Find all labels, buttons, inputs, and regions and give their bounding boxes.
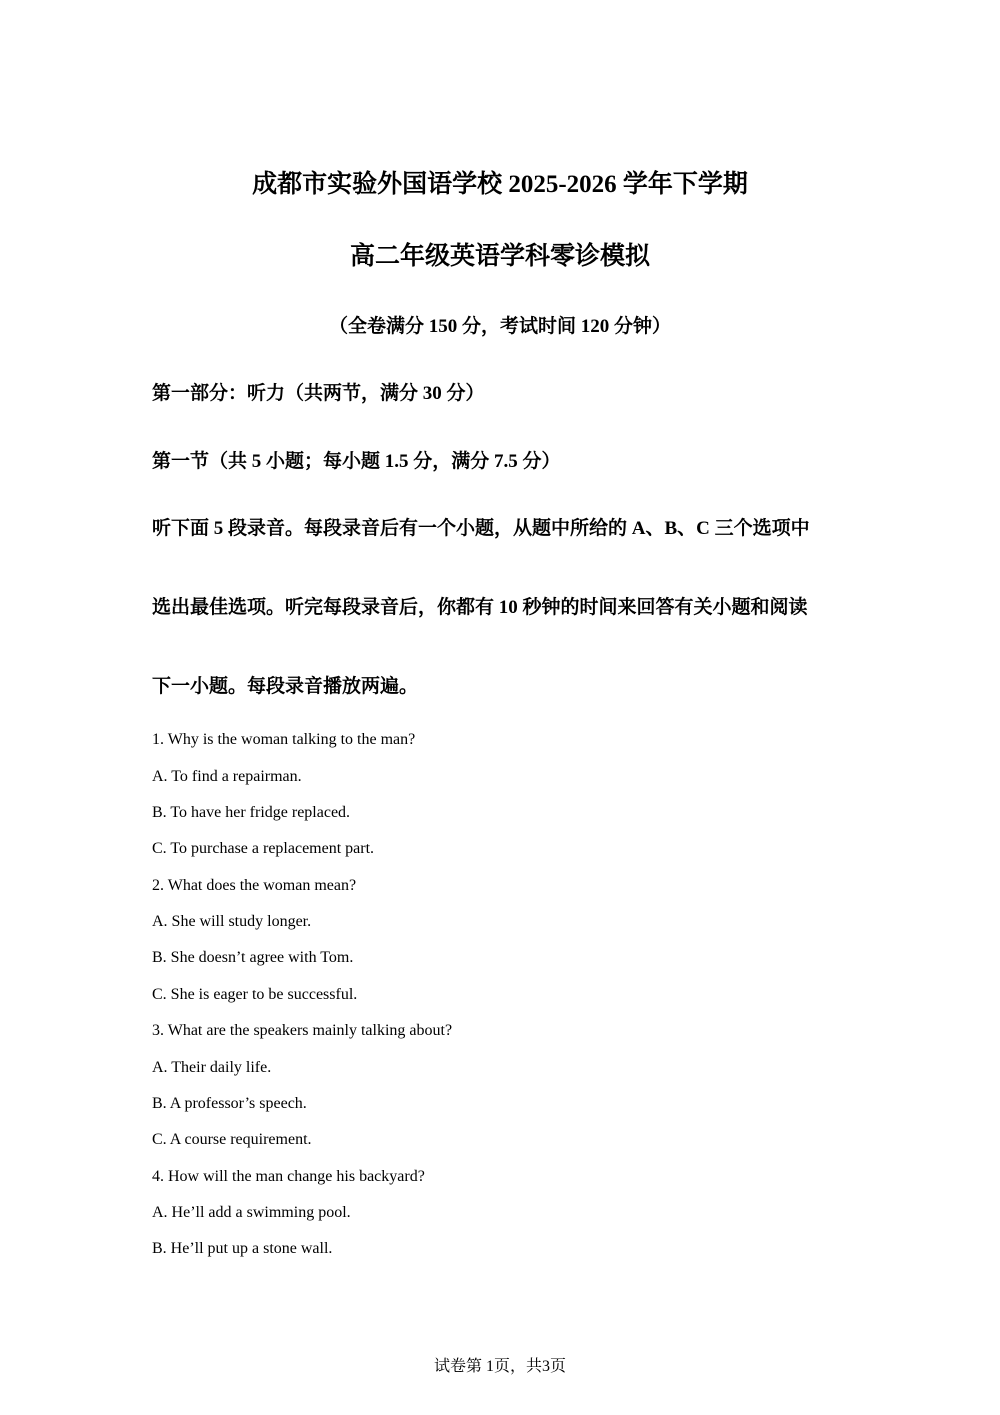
exam-title-line2: 高二年级英语学科零诊模拟 (349, 243, 650, 270)
answer-option: C. A course requirement. (152, 1131, 312, 1148)
question-stem: 4. How will the man change his backyard? (152, 1168, 425, 1185)
question-stem: 2. What does the woman mean? (152, 877, 357, 894)
exam-title-line1: 成都市实验外国语学校 2025-2026 学年下学期 (252, 171, 748, 198)
answer-option: C. She is eager to be successful. (152, 986, 358, 1003)
question-stem: 3. What are the speakers mainly talking about? (152, 1022, 453, 1039)
answer-option: A. He’ll add a swimming pool. (152, 1204, 351, 1221)
answer-option: A. Their daily life. (152, 1059, 272, 1076)
exam-info: （全卷满分 150 分，考试时间 120 分钟） (328, 316, 671, 337)
answer-option: A. To find a repairman. (152, 768, 302, 785)
answer-option: A. She will study longer. (152, 913, 312, 930)
question-stem: 1. Why is the woman talking to the man? (152, 731, 416, 748)
instruction-line: 听下面 5 段录音。每段录音后有一个小题，从题中所给的 A、B、C 三个选项中 (152, 518, 810, 539)
instruction-line: 选出最佳选项。听完每段录音后，你都有 10 秒钟的时间来回答有关小题和阅读 (152, 597, 808, 618)
instruction-line: 下一小题。每段录音播放两遍。 (152, 676, 419, 697)
answer-option: B. He’ll put up a stone wall. (152, 1240, 333, 1257)
page-number: 试卷第 1页，共3页 (433, 1358, 566, 1375)
answer-option: B. To have her fridge replaced. (152, 804, 351, 821)
subsection-heading: 第一节（共 5 小题；每小题 1.5 分，满分 7.5 分） (152, 451, 561, 472)
part-heading: 第一部分：听力（共两节，满分 30 分） (152, 383, 485, 404)
answer-option: B. She doesn’t agree with Tom. (152, 949, 354, 966)
answer-option: C. To purchase a replacement part. (152, 840, 375, 857)
answer-option: B. A professor’s speech. (152, 1095, 307, 1112)
